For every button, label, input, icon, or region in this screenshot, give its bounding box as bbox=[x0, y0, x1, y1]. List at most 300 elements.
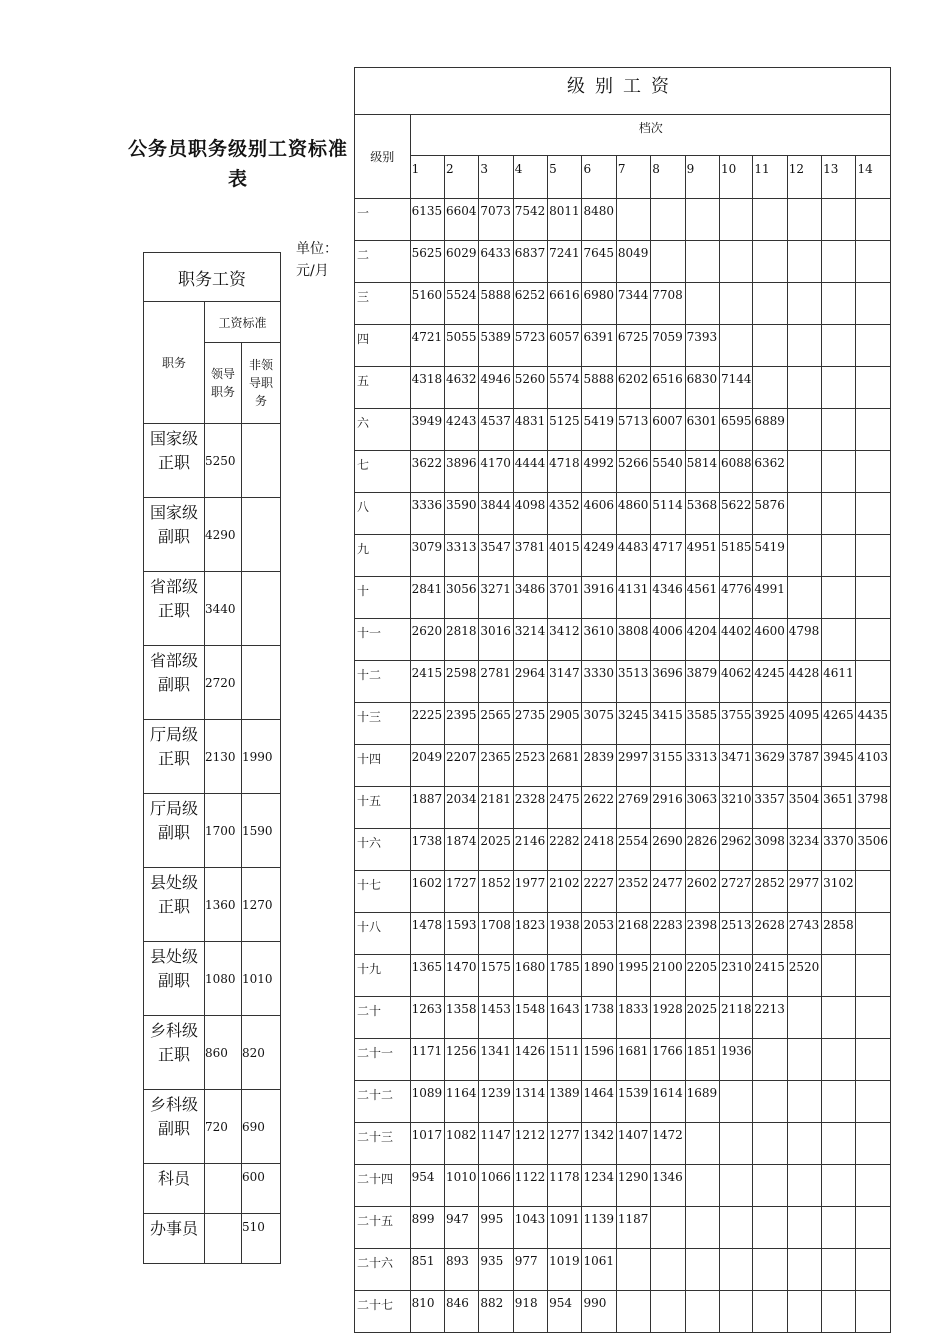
duty-leader-value: 1080 bbox=[205, 942, 242, 1016]
grade-salary-cell: 7059 bbox=[651, 325, 685, 367]
grade-salary-cell: 2905 bbox=[548, 703, 582, 745]
grade-salary-cell: 5625 bbox=[410, 241, 444, 283]
duty-leader-value: 2720 bbox=[205, 646, 242, 720]
grade-salary-cell: 2681 bbox=[548, 745, 582, 787]
nonleader-column-header: 非领导职务 bbox=[242, 343, 281, 424]
grade-salary-cell: 4346 bbox=[651, 577, 685, 619]
step-column-header: 档次 bbox=[410, 115, 890, 156]
grade-salary-cell bbox=[856, 199, 891, 241]
grade-level: 十五 bbox=[355, 787, 411, 829]
grade-salary-cell: 4103 bbox=[856, 745, 891, 787]
grade-salary-cell: 1091 bbox=[548, 1207, 582, 1249]
grade-salary-cell bbox=[685, 241, 719, 283]
grade-salary-cell bbox=[753, 1165, 787, 1207]
grade-salary-cell: 2282 bbox=[548, 829, 582, 871]
grade-salary-cell: 6433 bbox=[479, 241, 513, 283]
grade-salary-cell: 2025 bbox=[685, 997, 719, 1039]
duty-row bbox=[144, 794, 281, 868]
grade-salary-table bbox=[354, 67, 891, 1333]
duty-position-name: 乡科级正职 bbox=[144, 1016, 205, 1090]
grade-level: 二十三 bbox=[355, 1123, 411, 1165]
grade-salary-cell: 4245 bbox=[753, 661, 787, 703]
grade-salary-cell: 1277 bbox=[548, 1123, 582, 1165]
duty-row bbox=[144, 942, 281, 1016]
step-number: 3 bbox=[479, 156, 513, 199]
duty-row bbox=[144, 646, 281, 720]
grade-salary-cell: 1019 bbox=[548, 1249, 582, 1291]
grade-salary-cell: 6616 bbox=[548, 283, 582, 325]
grade-salary-cell bbox=[822, 1039, 856, 1081]
grade-salary-cell: 3808 bbox=[616, 619, 650, 661]
grade-salary-cell bbox=[856, 241, 891, 283]
grade-salary-cell: 2118 bbox=[719, 997, 752, 1039]
grade-row bbox=[355, 787, 891, 829]
grade-salary-cell: 4798 bbox=[787, 619, 821, 661]
grade-salary-cell bbox=[787, 1123, 821, 1165]
grade-salary-cell: 2049 bbox=[410, 745, 444, 787]
grade-row bbox=[355, 1123, 891, 1165]
grade-salary-cell: 3781 bbox=[513, 535, 547, 577]
grade-salary-cell bbox=[856, 409, 891, 451]
grade-salary-cell: 2962 bbox=[719, 829, 752, 871]
grade-salary-cell: 899 bbox=[410, 1207, 444, 1249]
grade-salary-cell: 5125 bbox=[548, 409, 582, 451]
level-column-header: 级别 bbox=[355, 115, 411, 199]
grade-salary-cell: 2213 bbox=[753, 997, 787, 1039]
grade-salary-cell: 1833 bbox=[616, 997, 650, 1039]
grade-salary-cell: 3622 bbox=[410, 451, 444, 493]
grade-salary-cell: 846 bbox=[444, 1291, 478, 1333]
grade-salary-cell: 2328 bbox=[513, 787, 547, 829]
leader-column-header: 领导职务 bbox=[205, 343, 242, 424]
grade-salary-cell: 1511 bbox=[548, 1039, 582, 1081]
grade-salary-cell bbox=[651, 241, 685, 283]
duty-leader-value: 4290 bbox=[205, 498, 242, 572]
grade-salary-cell: 882 bbox=[479, 1291, 513, 1333]
grade-salary-cell: 1010 bbox=[444, 1165, 478, 1207]
grade-level: 六 bbox=[355, 409, 411, 451]
grade-salary-cell: 3313 bbox=[685, 745, 719, 787]
grade-salary-cell bbox=[856, 1291, 891, 1333]
grade-salary-cell: 1089 bbox=[410, 1081, 444, 1123]
duty-nonleader-value bbox=[242, 572, 281, 646]
grade-salary-cell: 3155 bbox=[651, 745, 685, 787]
step-number: 2 bbox=[444, 156, 478, 199]
grade-salary-header: 级别工资 bbox=[355, 68, 891, 115]
grade-salary-cell bbox=[856, 325, 891, 367]
grade-salary-cell: 4095 bbox=[787, 703, 821, 745]
grade-salary-cell: 1643 bbox=[548, 997, 582, 1039]
grade-salary-cell bbox=[787, 1165, 821, 1207]
grade-salary-cell: 2523 bbox=[513, 745, 547, 787]
grade-salary-cell: 7241 bbox=[548, 241, 582, 283]
grade-salary-cell: 2034 bbox=[444, 787, 478, 829]
grade-salary-cell: 4611 bbox=[822, 661, 856, 703]
grade-salary-cell: 6088 bbox=[719, 451, 752, 493]
grade-salary-cell: 7073 bbox=[479, 199, 513, 241]
grade-salary-cell: 3471 bbox=[719, 745, 752, 787]
grade-salary-cell: 1234 bbox=[582, 1165, 616, 1207]
grade-salary-cell: 6362 bbox=[753, 451, 787, 493]
grade-salary-cell: 1928 bbox=[651, 997, 685, 1039]
grade-salary-cell: 3415 bbox=[651, 703, 685, 745]
grade-salary-cell bbox=[753, 1207, 787, 1249]
grade-salary-cell: 3016 bbox=[479, 619, 513, 661]
grade-level: 三 bbox=[355, 283, 411, 325]
grade-salary-cell: 893 bbox=[444, 1249, 478, 1291]
grade-salary-cell: 4131 bbox=[616, 577, 650, 619]
grade-salary-cell: 3610 bbox=[582, 619, 616, 661]
grade-salary-cell: 2818 bbox=[444, 619, 478, 661]
grade-salary-cell bbox=[787, 241, 821, 283]
grade-salary-cell: 3701 bbox=[548, 577, 582, 619]
grade-salary-cell: 2398 bbox=[685, 913, 719, 955]
grade-salary-cell: 1453 bbox=[479, 997, 513, 1039]
step-number: 6 bbox=[582, 156, 616, 199]
grade-salary-cell: 954 bbox=[548, 1291, 582, 1333]
grade-salary-cell bbox=[753, 241, 787, 283]
grade-salary-cell bbox=[787, 997, 821, 1039]
grade-salary-cell: 1239 bbox=[479, 1081, 513, 1123]
grade-salary-cell bbox=[719, 1249, 752, 1291]
grade-salary-cell: 2100 bbox=[651, 955, 685, 997]
grade-salary-cell: 4718 bbox=[548, 451, 582, 493]
duty-nonleader-value: 1010 bbox=[242, 942, 281, 1016]
grade-salary-cell: 1727 bbox=[444, 871, 478, 913]
grade-salary-cell: 4243 bbox=[444, 409, 478, 451]
grade-salary-cell: 2554 bbox=[616, 829, 650, 871]
grade-salary-cell: 2475 bbox=[548, 787, 582, 829]
duty-position-name: 厅局级副职 bbox=[144, 794, 205, 868]
grade-salary-cell bbox=[856, 493, 891, 535]
grade-salary-cell: 7393 bbox=[685, 325, 719, 367]
grade-level: 二 bbox=[355, 241, 411, 283]
grade-salary-cell bbox=[856, 283, 891, 325]
step-number: 4 bbox=[513, 156, 547, 199]
step-number: 5 bbox=[548, 156, 582, 199]
grade-row bbox=[355, 451, 891, 493]
grade-salary-cell: 6604 bbox=[444, 199, 478, 241]
duty-salary-header: 职务工资 bbox=[144, 253, 281, 302]
grade-salary-cell bbox=[822, 1123, 856, 1165]
grade-salary-cell bbox=[651, 1291, 685, 1333]
duty-row bbox=[144, 720, 281, 794]
grade-salary-cell bbox=[856, 535, 891, 577]
duty-nonleader-value: 1590 bbox=[242, 794, 281, 868]
step-number-row bbox=[355, 156, 891, 199]
duty-salary-table bbox=[143, 252, 281, 1264]
grade-salary-cell: 1851 bbox=[685, 1039, 719, 1081]
grade-salary-cell: 2477 bbox=[651, 871, 685, 913]
grade-salary-cell bbox=[753, 199, 787, 241]
grade-level: 七 bbox=[355, 451, 411, 493]
grade-salary-cell: 3063 bbox=[685, 787, 719, 829]
grade-salary-cell bbox=[822, 619, 856, 661]
grade-salary-cell: 1314 bbox=[513, 1081, 547, 1123]
grade-salary-cell: 1139 bbox=[582, 1207, 616, 1249]
grade-salary-cell bbox=[822, 409, 856, 451]
grade-row bbox=[355, 829, 891, 871]
grade-row bbox=[355, 745, 891, 787]
grade-level: 一 bbox=[355, 199, 411, 241]
grade-salary-cell bbox=[787, 1291, 821, 1333]
grade-salary-cell bbox=[787, 409, 821, 451]
grade-salary-cell bbox=[719, 1081, 752, 1123]
grade-salary-cell: 5814 bbox=[685, 451, 719, 493]
duty-row bbox=[144, 868, 281, 942]
grade-salary-cell: 3234 bbox=[787, 829, 821, 871]
grade-salary-cell: 1212 bbox=[513, 1123, 547, 1165]
grade-salary-cell: 1426 bbox=[513, 1039, 547, 1081]
grade-level: 十七 bbox=[355, 871, 411, 913]
grade-salary-cell bbox=[651, 1249, 685, 1291]
grade-salary-cell bbox=[787, 451, 821, 493]
grade-salary-cell: 4831 bbox=[513, 409, 547, 451]
step-number: 7 bbox=[616, 156, 650, 199]
grade-salary-cell: 1995 bbox=[616, 955, 650, 997]
grade-salary-cell bbox=[685, 283, 719, 325]
grade-salary-cell: 1874 bbox=[444, 829, 478, 871]
grade-salary-cell: 5389 bbox=[479, 325, 513, 367]
grade-salary-cell bbox=[822, 451, 856, 493]
grade-salary-cell bbox=[856, 1123, 891, 1165]
grade-salary-cell: 6301 bbox=[685, 409, 719, 451]
grade-salary-cell: 1341 bbox=[479, 1039, 513, 1081]
grade-salary-cell bbox=[822, 283, 856, 325]
grade-salary-cell: 1539 bbox=[616, 1081, 650, 1123]
grade-salary-cell: 4721 bbox=[410, 325, 444, 367]
grade-salary-cell: 6252 bbox=[513, 283, 547, 325]
duty-leader-value bbox=[205, 1214, 242, 1264]
grade-salary-cell: 3590 bbox=[444, 493, 478, 535]
grade-salary-cell: 3330 bbox=[582, 661, 616, 703]
grade-salary-cell: 2168 bbox=[616, 913, 650, 955]
grade-level: 二十一 bbox=[355, 1039, 411, 1081]
grade-salary-cell bbox=[753, 1081, 787, 1123]
grade-salary-cell: 3412 bbox=[548, 619, 582, 661]
grade-salary-cell: 6391 bbox=[582, 325, 616, 367]
grade-salary-cell: 3504 bbox=[787, 787, 821, 829]
position-column-header: 职务 bbox=[144, 302, 205, 424]
duty-row bbox=[144, 424, 281, 498]
duty-position-name: 省部级副职 bbox=[144, 646, 205, 720]
grade-salary-cell bbox=[822, 955, 856, 997]
grade-salary-cell: 2743 bbox=[787, 913, 821, 955]
grade-salary-cell: 4776 bbox=[719, 577, 752, 619]
grade-salary-cell: 3271 bbox=[479, 577, 513, 619]
grade-salary-cell: 1823 bbox=[513, 913, 547, 955]
grade-salary-cell: 947 bbox=[444, 1207, 478, 1249]
grade-salary-cell: 4946 bbox=[479, 367, 513, 409]
grade-salary-cell: 1407 bbox=[616, 1123, 650, 1165]
grade-salary-cell bbox=[685, 1123, 719, 1165]
grade-salary-cell bbox=[787, 493, 821, 535]
unit-label: 单位：元/月 bbox=[296, 241, 338, 279]
grade-salary-cell: 5160 bbox=[410, 283, 444, 325]
grade-salary-cell: 1061 bbox=[582, 1249, 616, 1291]
grade-salary-cell bbox=[616, 1291, 650, 1333]
grade-salary-cell bbox=[753, 1123, 787, 1165]
duty-row bbox=[144, 1090, 281, 1164]
grade-salary-cell: 2102 bbox=[548, 871, 582, 913]
duty-nonleader-value bbox=[242, 498, 281, 572]
grade-salary-cell: 5114 bbox=[651, 493, 685, 535]
grade-salary-cell: 1043 bbox=[513, 1207, 547, 1249]
grade-level: 九 bbox=[355, 535, 411, 577]
grade-level: 十九 bbox=[355, 955, 411, 997]
duty-row bbox=[144, 1214, 281, 1264]
grade-row bbox=[355, 1081, 891, 1123]
grade-salary-cell: 3629 bbox=[753, 745, 787, 787]
grade-salary-cell: 1890 bbox=[582, 955, 616, 997]
grade-salary-cell: 2997 bbox=[616, 745, 650, 787]
grade-row bbox=[355, 1291, 891, 1333]
grade-salary-cell: 2520 bbox=[787, 955, 821, 997]
duty-nonleader-value: 820 bbox=[242, 1016, 281, 1090]
grade-salary-cell: 3547 bbox=[479, 535, 513, 577]
grade-salary-cell: 1852 bbox=[479, 871, 513, 913]
standard-column-header: 工资标准 bbox=[205, 302, 281, 343]
grade-salary-cell bbox=[822, 367, 856, 409]
grade-salary-cell: 6595 bbox=[719, 409, 752, 451]
grade-salary-cell: 3696 bbox=[651, 661, 685, 703]
grade-salary-cell: 7144 bbox=[719, 367, 752, 409]
grade-salary-cell: 5888 bbox=[479, 283, 513, 325]
grade-salary-cell: 6980 bbox=[582, 283, 616, 325]
grade-salary-cell: 2227 bbox=[582, 871, 616, 913]
page-title: 公务员职务级别工资标准表 bbox=[128, 138, 349, 190]
grade-salary-cell bbox=[787, 1207, 821, 1249]
grade-salary-cell: 3506 bbox=[856, 829, 891, 871]
step-number: 11 bbox=[753, 156, 787, 199]
grade-salary-cell bbox=[685, 1165, 719, 1207]
grade-salary-cell: 6725 bbox=[616, 325, 650, 367]
grade-salary-cell: 7708 bbox=[651, 283, 685, 325]
grade-salary-cell bbox=[685, 1249, 719, 1291]
grade-salary-cell: 1575 bbox=[479, 955, 513, 997]
duty-position-name: 厅局级正职 bbox=[144, 720, 205, 794]
grade-level: 二十五 bbox=[355, 1207, 411, 1249]
grade-row bbox=[355, 577, 891, 619]
duty-position-name: 县处级正职 bbox=[144, 868, 205, 942]
grade-salary-cell bbox=[753, 283, 787, 325]
grade-salary-cell bbox=[822, 325, 856, 367]
grade-salary-cell: 1472 bbox=[651, 1123, 685, 1165]
grade-salary-cell: 2025 bbox=[479, 829, 513, 871]
grade-salary-cell: 3651 bbox=[822, 787, 856, 829]
grade-salary-cell bbox=[719, 199, 752, 241]
grade-salary-cell: 990 bbox=[582, 1291, 616, 1333]
grade-level: 十四 bbox=[355, 745, 411, 787]
grade-salary-cell: 2964 bbox=[513, 661, 547, 703]
grade-salary-cell: 4991 bbox=[753, 577, 787, 619]
grade-salary-cell: 2858 bbox=[822, 913, 856, 955]
grade-salary-cell bbox=[685, 1207, 719, 1249]
grade-salary-cell: 2735 bbox=[513, 703, 547, 745]
grade-salary-cell: 8049 bbox=[616, 241, 650, 283]
grade-salary-cell: 1738 bbox=[410, 829, 444, 871]
duty-leader-value bbox=[205, 1164, 242, 1214]
grade-salary-cell: 4483 bbox=[616, 535, 650, 577]
grade-salary-cell bbox=[685, 199, 719, 241]
grade-salary-cell bbox=[719, 1123, 752, 1165]
grade-row bbox=[355, 703, 891, 745]
grade-salary-cell: 2415 bbox=[410, 661, 444, 703]
grade-salary-cell bbox=[753, 1291, 787, 1333]
grade-level: 十 bbox=[355, 577, 411, 619]
grade-salary-cell: 1147 bbox=[479, 1123, 513, 1165]
grade-salary-cell: 5266 bbox=[616, 451, 650, 493]
duty-position-name: 国家级副职 bbox=[144, 498, 205, 572]
grade-salary-cell: 1738 bbox=[582, 997, 616, 1039]
grade-salary-cell: 3336 bbox=[410, 493, 444, 535]
grade-salary-cell: 1017 bbox=[410, 1123, 444, 1165]
grade-salary-cell: 2620 bbox=[410, 619, 444, 661]
grade-salary-cell bbox=[856, 1207, 891, 1249]
grade-salary-cell: 2727 bbox=[719, 871, 752, 913]
grade-salary-cell: 1164 bbox=[444, 1081, 478, 1123]
grade-salary-cell: 2283 bbox=[651, 913, 685, 955]
grade-salary-cell bbox=[856, 577, 891, 619]
grade-salary-cell: 4600 bbox=[753, 619, 787, 661]
grade-salary-cell: 3585 bbox=[685, 703, 719, 745]
grade-row bbox=[355, 1249, 891, 1291]
grade-salary-cell: 6135 bbox=[410, 199, 444, 241]
grade-salary-cell: 3147 bbox=[548, 661, 582, 703]
grade-salary-cell: 3079 bbox=[410, 535, 444, 577]
grade-salary-cell bbox=[616, 1249, 650, 1291]
duty-leader-value: 2130 bbox=[205, 720, 242, 794]
grade-salary-cell bbox=[856, 367, 891, 409]
grade-salary-cell: 6202 bbox=[616, 367, 650, 409]
grade-level: 十二 bbox=[355, 661, 411, 703]
grade-row bbox=[355, 913, 891, 955]
grade-salary-cell: 3916 bbox=[582, 577, 616, 619]
grade-salary-cell: 4265 bbox=[822, 703, 856, 745]
grade-salary-cell: 1977 bbox=[513, 871, 547, 913]
grade-salary-cell: 2207 bbox=[444, 745, 478, 787]
grade-salary-cell: 3945 bbox=[822, 745, 856, 787]
grade-salary-cell bbox=[787, 1081, 821, 1123]
grade-row bbox=[355, 871, 891, 913]
grade-salary-cell: 3486 bbox=[513, 577, 547, 619]
grade-row bbox=[355, 241, 891, 283]
grade-salary-cell: 2181 bbox=[479, 787, 513, 829]
grade-salary-cell: 3056 bbox=[444, 577, 478, 619]
grade-salary-cell: 3879 bbox=[685, 661, 719, 703]
grade-salary-cell: 5185 bbox=[719, 535, 752, 577]
grade-row bbox=[355, 619, 891, 661]
grade-salary-cell: 851 bbox=[410, 1249, 444, 1291]
step-number: 13 bbox=[822, 156, 856, 199]
grade-salary-cell bbox=[787, 199, 821, 241]
grade-salary-cell: 2602 bbox=[685, 871, 719, 913]
grade-salary-cell: 4318 bbox=[410, 367, 444, 409]
grade-salary-cell: 3949 bbox=[410, 409, 444, 451]
grade-salary-cell bbox=[856, 997, 891, 1039]
step-number: 1 bbox=[410, 156, 444, 199]
grade-salary-cell: 6007 bbox=[651, 409, 685, 451]
grade-salary-cell: 5876 bbox=[753, 493, 787, 535]
grade-level: 二十二 bbox=[355, 1081, 411, 1123]
grade-salary-cell bbox=[856, 1039, 891, 1081]
grade-level: 二十七 bbox=[355, 1291, 411, 1333]
grade-salary-cell: 6830 bbox=[685, 367, 719, 409]
grade-salary-cell: 2415 bbox=[753, 955, 787, 997]
grade-salary-cell bbox=[856, 913, 891, 955]
grade-salary-cell: 2565 bbox=[479, 703, 513, 745]
grade-salary-cell: 4951 bbox=[685, 535, 719, 577]
